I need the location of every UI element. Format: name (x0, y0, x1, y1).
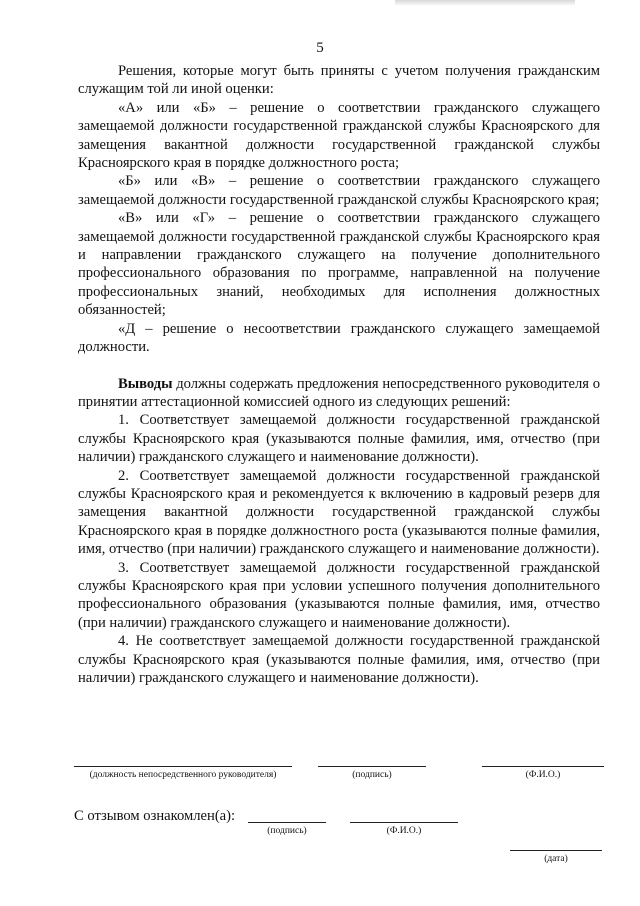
signature-line (318, 766, 426, 767)
conclusion-item: 3. Соответствует замещаемой должности государственной гражданской службы Красноярского края при условии успешного получения дополнительного профессионального образования (указываются полные фамилия, имя, отчество (при наличии) гражданского служащего и наименование должности). (78, 559, 600, 631)
conclusions-lead (78, 375, 600, 412)
scan-edge-artifact (395, 0, 575, 6)
paragraph-intro: Решения, которые могут быть приняты с учетом получения гражданским служащим той ли иной оценки: (78, 63, 600, 98)
conclusion-item: 4. Не соответствует замещаемой должности государственной гражданской службы Красноярского края (указываются полные фамилия, имя, отчество (при наличии) гражданского служащего и наименование должности). (78, 633, 600, 686)
date-caption: (дата) (544, 854, 568, 864)
ack-name-caption: (Ф.И.О.) (386, 826, 422, 836)
name-line (482, 766, 604, 767)
date-line (510, 850, 602, 851)
paragraph-option-vg: «В» или «Г» – решение о соответствии гражданского служащего замещаемой должности государственной гражданской службы Красноярского края и направлении гражданского служащего на получение дополнительного профессионального образования по программе, направленной на получение профессиональных знаний, необходимых для исполнения должностных обязанностей; (78, 210, 600, 319)
conclusions-lead-text: должны содержать предложения непосредственного руководителя о принятии аттестационной комиссией одного из следующих решений: (78, 375, 600, 410)
name-caption: (Ф.И.О.) (525, 770, 561, 780)
page-number: 5 (316, 40, 324, 56)
ack-signature-caption: (подпись) (267, 826, 307, 836)
conclusions-heading: Выводы (118, 375, 173, 392)
conclusion-item: 1. Соответствует замещаемой должности государственной гражданской службы Красноярского края (указываются полные фамилия, имя, отчество (при наличии) гражданского служащего и наименование должности). (78, 412, 600, 466)
ack-name-line (350, 822, 458, 823)
paragraph-option-bv: «Б» или «В» – решение о соответствии гражданского служащего замещаемой должности государственной гражданской службы Красноярского края; (78, 173, 600, 208)
paragraph-option-d: «Д – решение о несоответствии гражданского служащего замещаемой должности. (78, 320, 600, 356)
position-caption: (должность непосредственного руководителя) (89, 770, 277, 780)
position-signature-line (74, 766, 292, 767)
ack-signature-line (248, 822, 326, 823)
signature-caption: (подпись) (352, 770, 392, 780)
document-body (78, 62, 600, 687)
spacer (78, 357, 600, 375)
acknowledgement-label: С отзывом ознакомлен(а): (74, 808, 236, 824)
conclusion-item: 2. Соответствует замещаемой должности государственной гражданской службы Красноярского края и рекомендуется к включению в кадровый резерв для замещения вакантной должности государственной гражданской службы Красноярского края в порядке должностного роста (указываются полные фамилия, имя, отчество (при наличии) гражданского служащего и наименование должности). (78, 467, 600, 558)
paragraph-option-ab: «А» или «Б» – решение о соответствии гражданского служащего замещаемой должности государственной гражданской службы Красноярского для замещения вакантной должности государственной гражданской службы Красноярского края в порядке должностного роста; (78, 99, 600, 172)
